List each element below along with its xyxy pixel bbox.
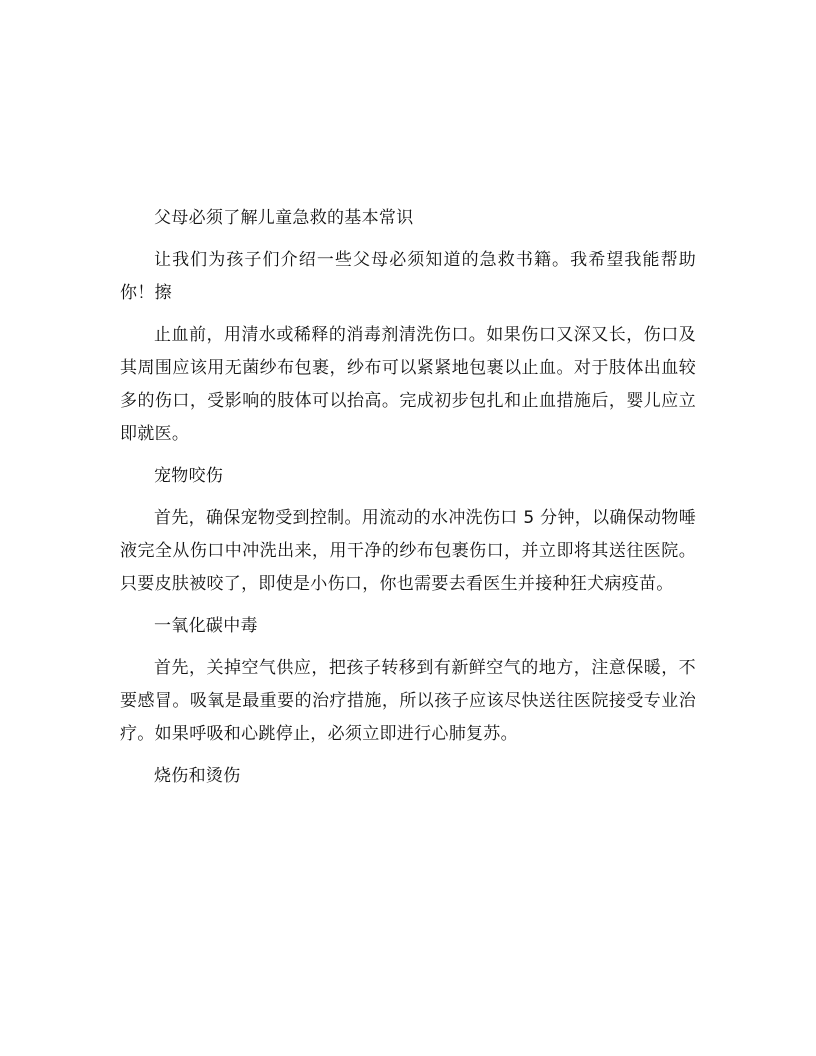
- co-poisoning-paragraph: 首先，关掉空气供应，把孩子转移到有新鲜空气的地方，注意保暖，不要感冒。吸氧是最重要的治疗措施，所以孩子应该尽快送往医院接受专业治疗。如果呼吸和心跳停止，必须立即进行心肺复苏。: [120, 658, 696, 744]
- burns-heading: 烧伤和烫伤: [154, 766, 241, 786]
- document-body: [120, 202, 696, 793]
- bleeding-paragraph: 止血前，用清水或稀释的消毒剂清洗伤口。如果伤口又深又长，伤口及其周围应该用无菌纱布包裹，纱布可以紧紧地包裹以止血。对于肢体出血较多的伤口，受影响的肢体可以抬高。完成初步包扎和止血措施后，婴儿应立即就医。: [120, 325, 696, 444]
- pet-bite-paragraph: 首先，确保宠物受到控制。用流动的水冲洗伤口 5 分钟，以确保动物唾液完全从伤口中冲洗出来，用干净的纱布包裹伤口，并立即将其送往医院。只要皮肤被咬了，即使是小伤口，你也需要去看医生并接种狂犬病疫苗。: [120, 508, 696, 594]
- pet-bite-heading: 宠物咬伤: [154, 466, 224, 486]
- intro-paragraph: 让我们为孩子们介绍一些父母必须知道的急救书籍。我希望我能帮助你！擦: [120, 250, 696, 303]
- document-title: 父母必须了解儿童急救的基本常识: [154, 208, 414, 228]
- co-poisoning-heading: 一氧化碳中毒: [154, 616, 258, 636]
